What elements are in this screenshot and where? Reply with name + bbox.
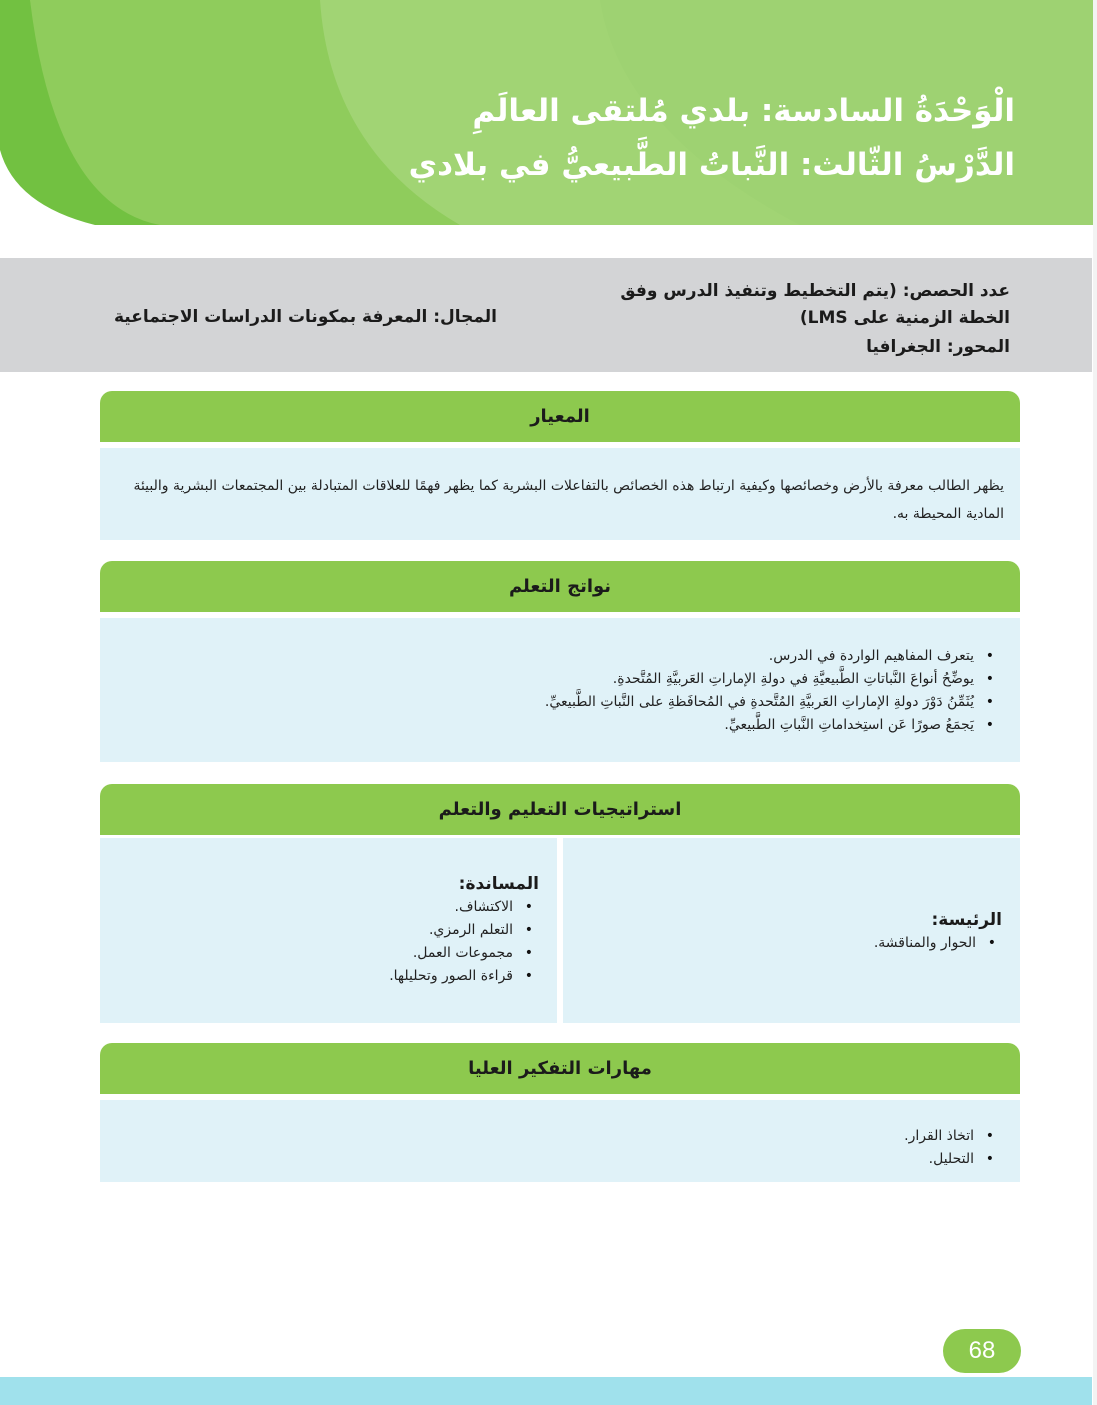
lesson-info-right — [580, 278, 1010, 361]
list-item: • مجموعات العمل. — [389, 942, 539, 965]
skills-heading: مهارات التفكير العليا — [468, 1058, 652, 1079]
list-item: • التعلم الرمزي. — [389, 919, 539, 942]
list-item: • يَجمَعُ صورًا عَن استِخداماتِ النَّباتِ الطَّبيعيِّ. — [545, 714, 1000, 737]
standard-text: يظهر الطالب معرفة بالأرض وخصائصها وكيفية ارتباط هذه الخصائص بالتفاعلات البشرية كما يظهر فهمًا للعلاقات المتبادلة بين المجتمعات البشرية والبيئة المادية المحيطة به. — [133, 478, 1004, 522]
header-band — [0, 0, 1097, 225]
page-number: 68 — [968, 1337, 996, 1364]
outcomes-header — [100, 561, 1020, 612]
support-strategy — [389, 874, 539, 988]
list-item: • الحوار والمناقشة. — [874, 932, 1002, 955]
skills-body — [100, 1100, 1020, 1182]
header-titles — [409, 84, 1015, 192]
outcomes-list — [545, 645, 1000, 737]
support-strategy-list — [389, 896, 539, 988]
page-edge — [1093, 0, 1097, 1405]
main-strategy-column — [563, 838, 1020, 1023]
list-item: • الاكتشاف. — [389, 896, 539, 919]
strategies-body — [100, 838, 1020, 1023]
outcomes-body — [100, 618, 1020, 762]
skills-header — [100, 1043, 1020, 1094]
sessions-count: عدد الحصص: (يتم التخطيط وتنفيذ الدرس وفق الخطة الزمنية على LMS) — [620, 281, 1010, 328]
list-item: • يُثَمِّنُ دَوْرَ دولةِ الإماراتِ العَربيَّةِ المُتَّحدةِ في المُحافَظةِ على النَّباتِ الطَّبيعيِّ. — [545, 691, 1000, 714]
domain-label: المجال: المعرفة بمكونات الدراسات الاجتماعية — [113, 307, 497, 327]
list-item: • يوضِّحُ أنواعَ النَّباتاتِ الطَّبيعيَّةِ في دولةِ الإماراتِ العَربيَّةِ المُتَّحدةِ. — [545, 668, 1000, 691]
axis-label: المحور: الجغرافيا — [866, 337, 1010, 357]
support-strategy-column — [100, 838, 557, 1023]
main-strategy-title: الرئيسة: — [931, 910, 1002, 930]
lesson-info-bar — [0, 258, 1092, 372]
strategies-heading: استراتيجيات التعليم والتعلم — [438, 799, 682, 820]
list-item: • يتعرف المفاهيم الواردة في الدرس. — [545, 645, 1000, 668]
standard-body — [100, 448, 1020, 540]
support-strategy-title: المساندة: — [458, 874, 539, 894]
outcomes-heading: نواتج التعلم — [508, 576, 612, 597]
unit-title: الْوَحْدَةُ السادسة: بلدي مُلتقى العالَمِ — [472, 93, 1015, 129]
skills-list — [904, 1125, 1000, 1171]
main-strategy-list — [874, 932, 1002, 955]
lesson-title: الدَّرْسُ الثّالث: النَّباتُ الطَّبيعيُّ في بلادي — [408, 147, 1015, 183]
list-item: • التحليل. — [904, 1148, 1000, 1171]
standard-header — [100, 391, 1020, 442]
list-item: • اتخاذ القرار. — [904, 1125, 1000, 1148]
strategies-header — [100, 784, 1020, 835]
bottom-strip — [0, 1377, 1092, 1405]
page-number-badge — [943, 1329, 1021, 1373]
standard-heading: المعيار — [530, 406, 590, 427]
main-strategy — [874, 910, 1002, 955]
list-item: • قراءة الصور وتحليلها. — [389, 965, 539, 988]
